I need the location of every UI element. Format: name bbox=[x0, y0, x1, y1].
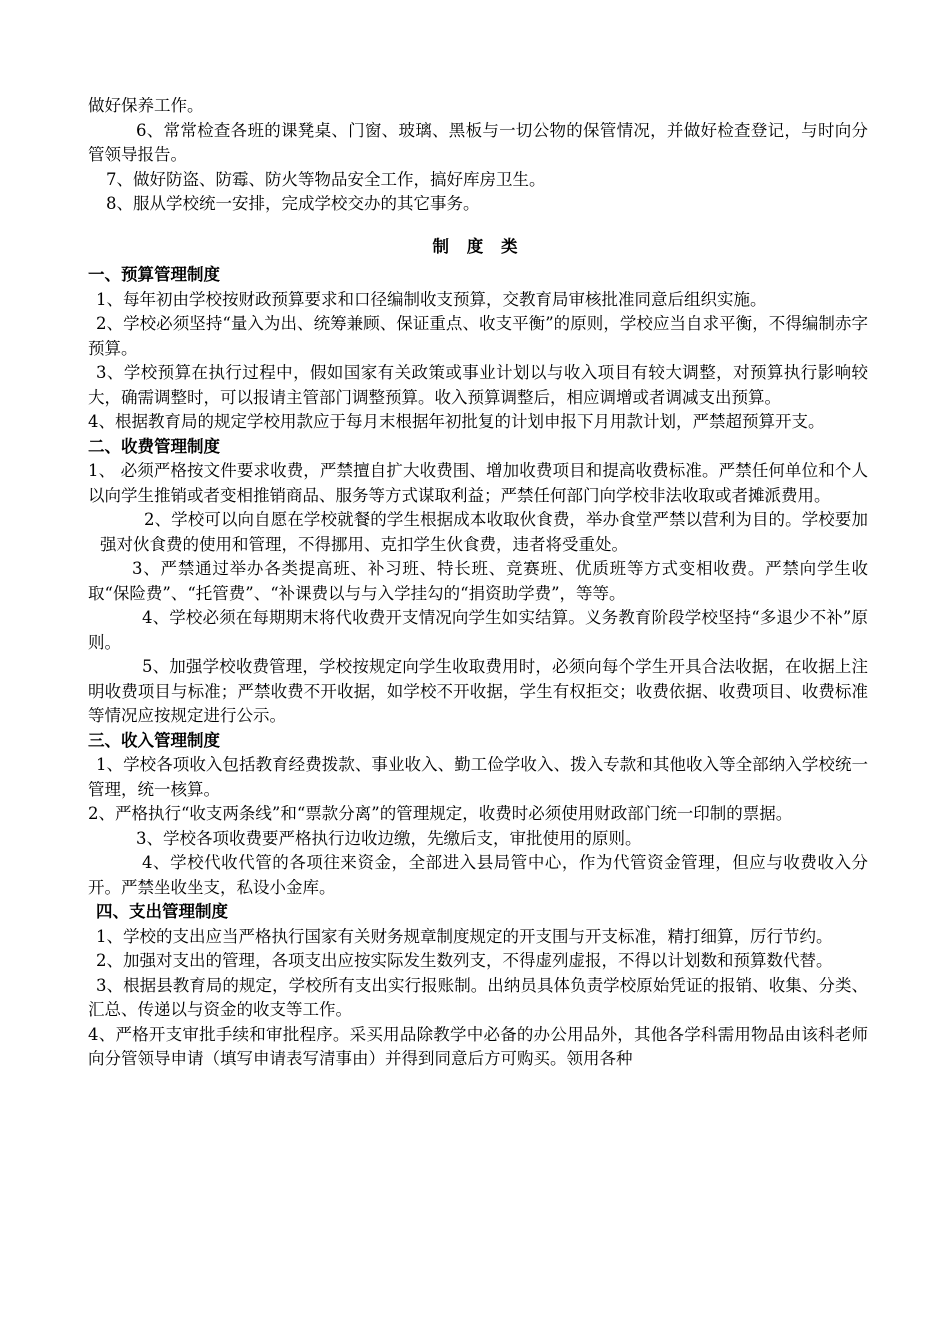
expense-item: 4、严格开支审批手续和审批程序。采买用品除教学中必备的办公用品外，其他各学科需用物品由该科老师向分管领导申请（填写申请表写清事由）并得到同意后方可购买。领用各种 bbox=[88, 1024, 868, 1068]
fees-item: 3、严禁通过举办各类提高班、补习班、特长班、竞赛班、优质班等方式变相收费。严禁向学生收取“保险费”、“托管费”、“补课费以与与入学挂勾的“捐资助学费”，等等。 bbox=[88, 559, 868, 603]
expense-item: 1、学校的支出应当严格执行国家有关财务规章制度规定的开支围与开支标准，精打细算，厉行节约。 bbox=[96, 926, 833, 946]
expense-item: 2、加强对支出的管理，各项支出应按实际发生数列支，不得虚列虚报，不得以计划数和预算数代替。 bbox=[96, 951, 833, 970]
income-item: 1、学校各项收入包括教育经费拨款、事业收入、勤工俭学收入、拨入专款和其他收入等全部纳入学校统一管理，统一核算。 bbox=[88, 755, 868, 799]
budget-item: 2、学校必须坚持“量入为出、统筹兼顾、保证重点、收支平衡”的原则，学校应当自求平衡，不得编制赤字预算。 bbox=[88, 314, 868, 358]
expense-heading: 四、支出管理制度 bbox=[96, 902, 228, 921]
budget-heading: 一、预算管理制度 bbox=[88, 265, 220, 284]
fees-heading: 二、收费管理制度 bbox=[88, 436, 220, 456]
fees-item: 1、 必须严格按文件要求收费，严禁擅自扩大收费围、增加收费项目和提高收费标准。严禁任何单位和个人以向学生推销或者变相推销商品、服务等方式谋取利益；严禁任何部门向学校非法收取或者摊派费用。 bbox=[88, 461, 868, 505]
income-item: 2、严格执行“收支两条线”和“票款分离”的管理规定，收费时必须使用财政部门统一印制的票据。 bbox=[88, 804, 793, 823]
duty-item-7: 7、做好防盗、防霉、防火等物品安全工作，搞好库房卫生。 bbox=[106, 169, 546, 189]
duty-item-6: 6、常常检查各班的课凳桌、门窗、玻璃、黑板与一切公物的保管情况，并做好检查登记，与时向分管领导报告。 bbox=[88, 120, 868, 164]
duty-item-8: 8、服从学校统一安排，完成学校交办的其它事务。 bbox=[106, 194, 480, 213]
budget-item: 1、每年初由学校按财政预算要求和口径编制收支预算，交教育局审核批准同意后组织实施。 bbox=[96, 289, 767, 309]
continuation-line: 做好保养工作。 bbox=[88, 96, 204, 115]
income-item: 3、学校各项收费要严格执行边收边缴，先缴后支，审批使用的原则。 bbox=[136, 828, 642, 848]
expense-item: 3、根据县教育局的规定，学校所有支出实行报账制。出纳员具体负责学校原始凭证的报销、收集、分类、汇总、传递以与资金的收支等工作。 bbox=[88, 975, 868, 1019]
section-title: 制 度 类 bbox=[432, 236, 524, 256]
income-heading: 三、收入管理制度 bbox=[88, 730, 220, 750]
document-page bbox=[88, 94, 868, 1072]
budget-item: 4、根据教育局的规定学校用款应于每月末根据年初批复的计划申报下月用款计划，严禁超预算开支。 bbox=[88, 412, 825, 431]
fees-item: 4、学校必须在每期期末将代收费开支情况向学生如实结算。义务教育阶段学校坚持“多退少不补”原则。 bbox=[88, 608, 868, 652]
fees-item: 5、加强学校收费管理，学校按规定向学生收取费用时，必须向每个学生开具合法收据，在收据上注明收费项目与标准；严禁收费不开收据，如学校不开收据，学生有权拒交；收费依据、收费项目、收费标准等情况应按规定进行公示。 bbox=[88, 657, 868, 725]
income-item: 4、学校代收代管的各项往来资金，全部进入县局管中心，作为代管资金管理，但应与收费收入分开。严禁坐收坐支，私设小金库。 bbox=[88, 853, 868, 897]
budget-item: 3、学校预算在执行过程中，假如国家有关政策或事业计划以与收入项目有较大调整，对预算执行影响较大，确需调整时，可以报请主管部门调整预算。收入预算调整后，相应调增或者调减支出预算。 bbox=[88, 363, 868, 407]
fees-item: 2、学校可以向自愿在学校就餐的学生根据成本收取伙食费，举办食堂严禁以营利为目的。学校要加强对伙食费的使用和管理，不得挪用、克扣学生伙食费，违者将受重处。 bbox=[100, 510, 868, 554]
